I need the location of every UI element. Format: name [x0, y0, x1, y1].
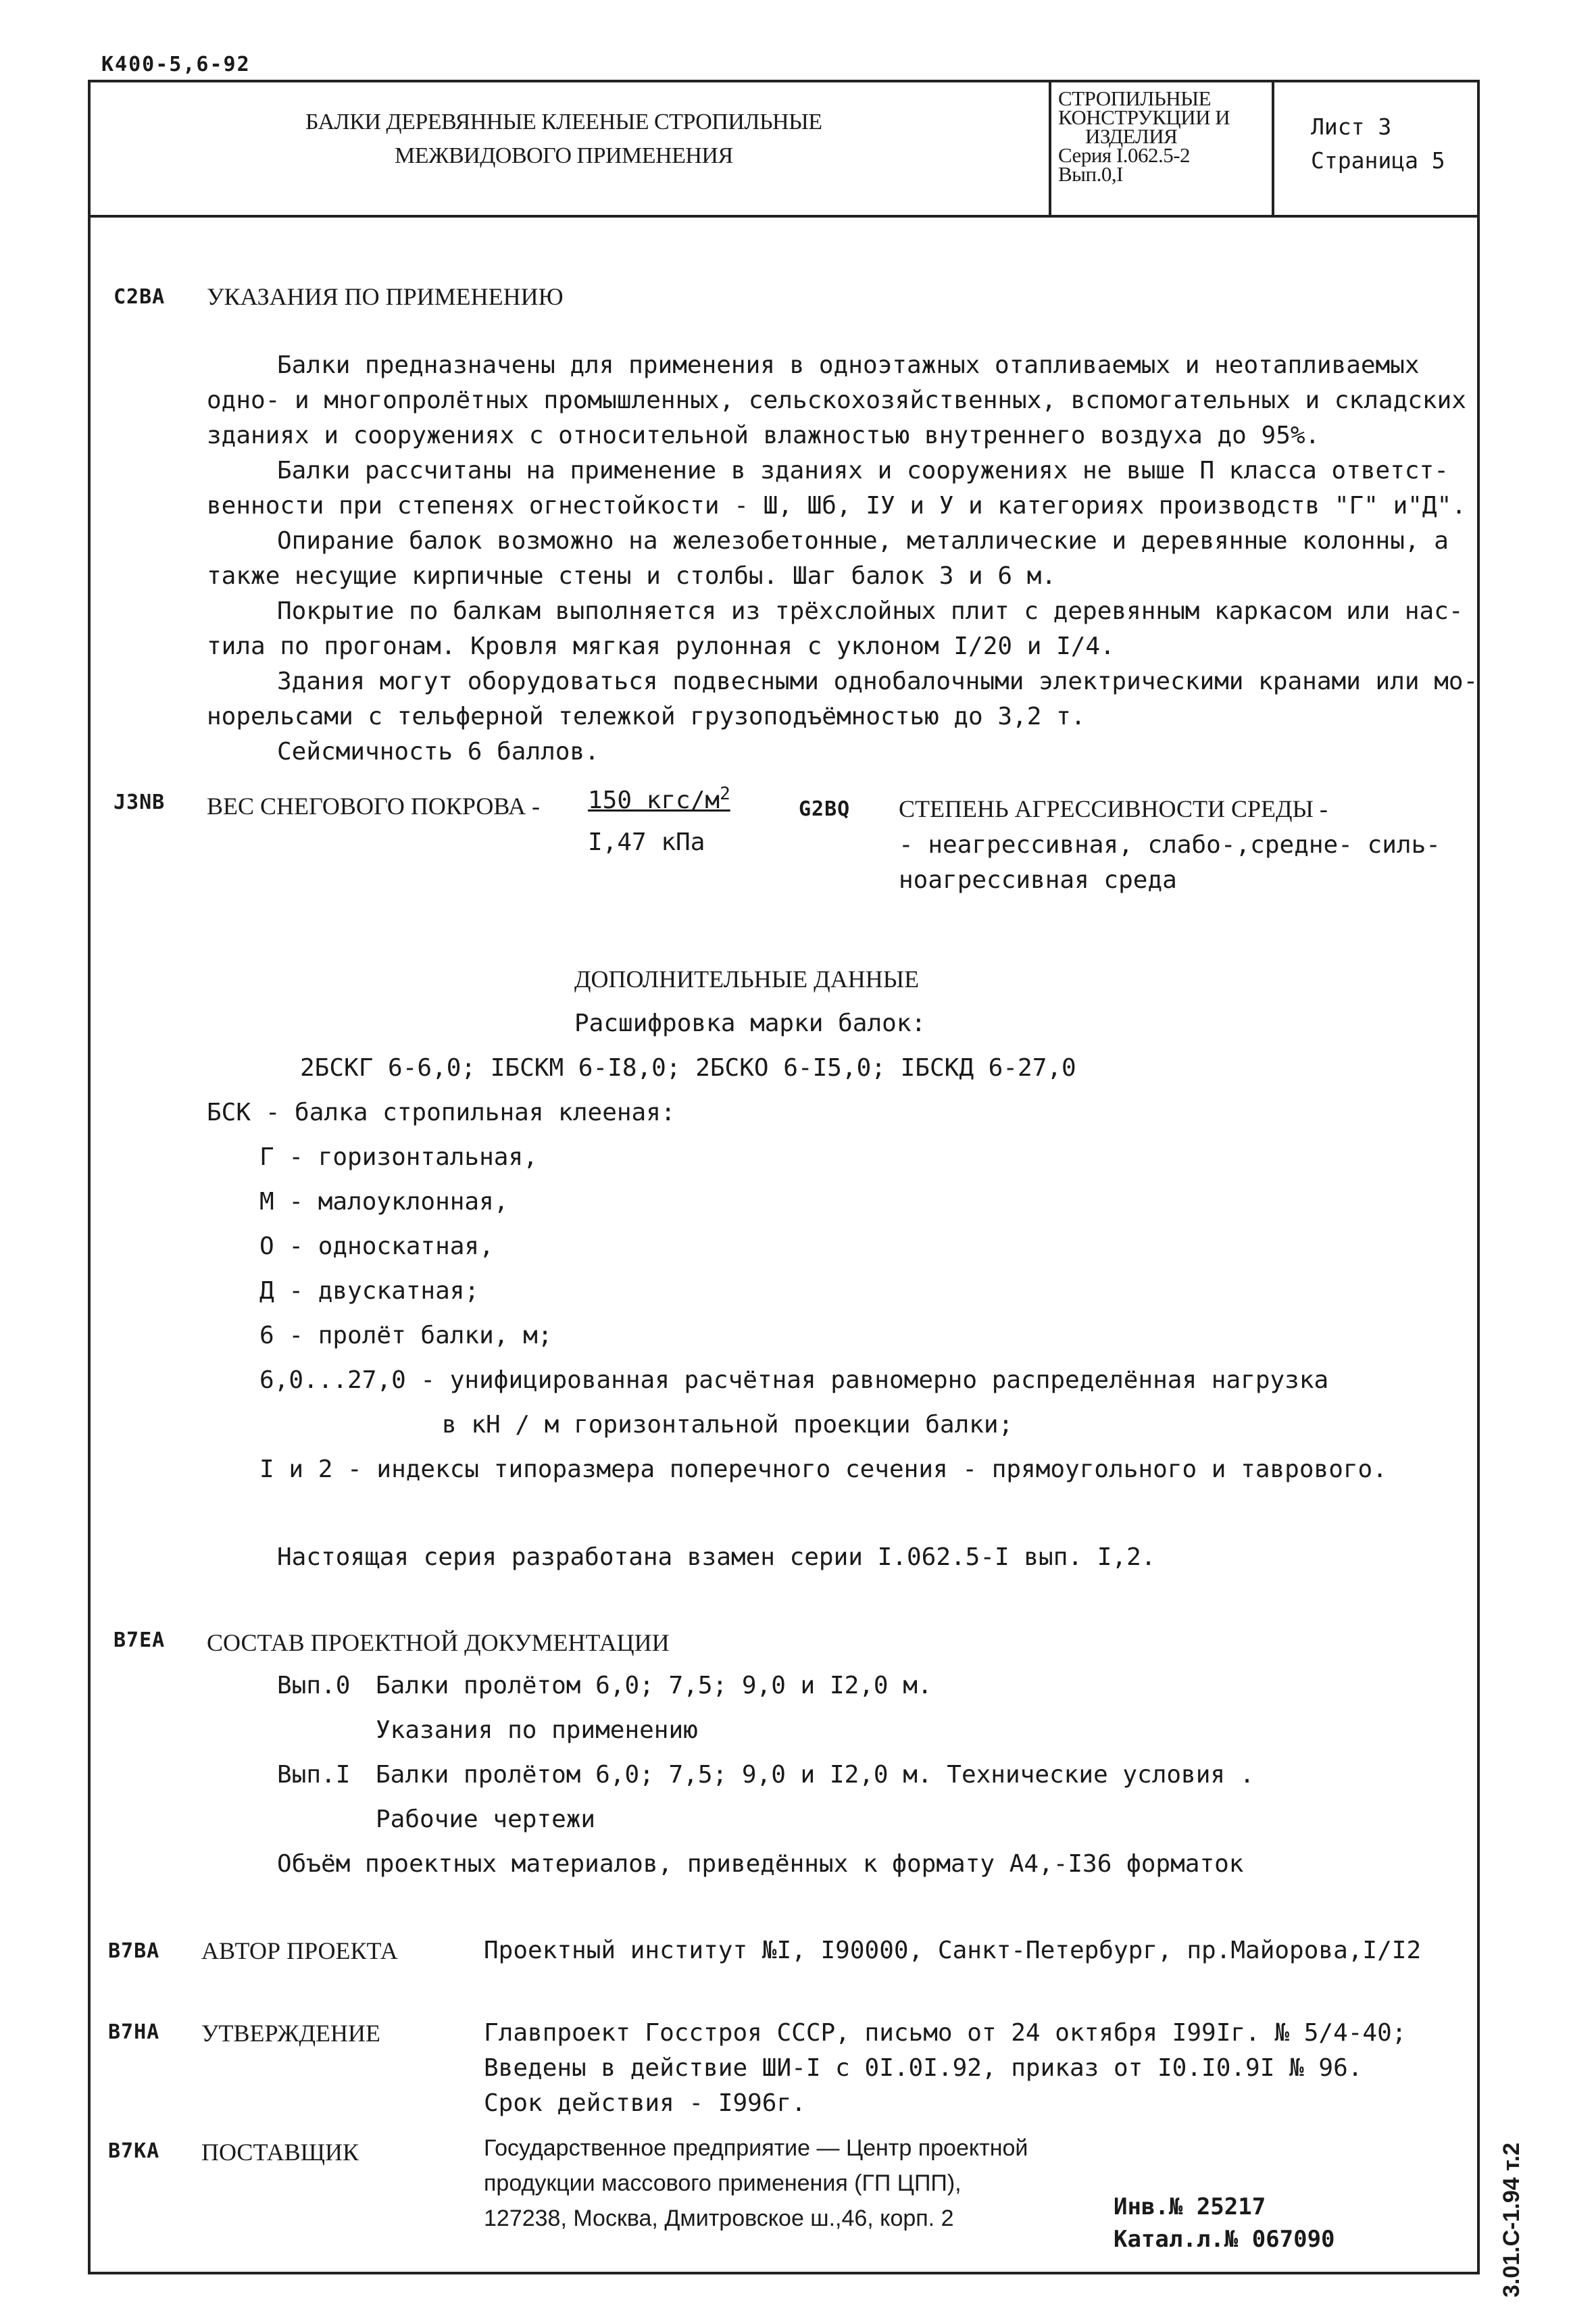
usage-line: также несущие кирпичные стены и столбы. Шаг балок 3 и 6 м.: [207, 562, 1057, 590]
vyp0-line: Указания по применению: [376, 1716, 698, 1744]
series-line: Вып.0,I: [1058, 162, 1123, 186]
snow-value-kpa: I,47 кПа: [588, 828, 705, 856]
usage-line: Балки предназначены для применения в одноэтажных отапливаемых и неотапливаемых: [277, 351, 1420, 379]
series-line: Серия I.062.5-2: [1058, 143, 1191, 167]
section-code: С2ВА: [114, 285, 166, 309]
beam-marks: 2БСКГ 6-6,0; IБСКМ 6-I8,0; 2БСКО 6-I5,0; IБСКД 6-27,0: [300, 1054, 1076, 1082]
document-code: К400-5,6-92: [101, 53, 251, 76]
usage-line: Здания могут оборудоваться подвесными однобалочными электрическими кранами или мо-: [277, 668, 1478, 695]
approval-line: Главпроект Госстроя СССР, письмо от 24 октября I99Iг. № 5/4-40;: [484, 2019, 1407, 2047]
legend-line: Г - горизонтальная,: [259, 1143, 538, 1171]
extra-subtitle: Расшифровка марки балок:: [574, 1010, 926, 1037]
volume-line: Объём проектных материалов, приведённых к формату А4,-I36 форматок: [277, 1850, 1244, 1878]
page-number: Страница 5: [1311, 147, 1445, 174]
side-code: 3.01.С-1.94 т.2: [1499, 2142, 1524, 2297]
legend-line: 6 - пролёт балки, м;: [259, 1322, 553, 1349]
extra-title: ДОПОЛНИТЕЛЬНЫЕ ДАННЫЕ: [574, 966, 920, 993]
supplier-line: 127238, Москва, Дмитровское ш.,46, корп. 2: [484, 2206, 954, 2231]
approval-label: УТВЕРЖДЕНИЕ: [201, 2020, 381, 2047]
usage-line: Опирание балок возможно на железобетонные, металлические и деревянные колонны, а: [277, 527, 1449, 555]
approval-line: Срок действия - I996г.: [484, 2089, 806, 2117]
supplier-line: продукции массового применения (ГП ЦПП),: [484, 2170, 962, 2196]
snow-value: 150 кгс/м: [588, 787, 720, 814]
legend-line: в кН / м горизонтальной проекции балки;: [442, 1411, 1014, 1439]
usage-line: Сейсмичность 6 баллов.: [277, 738, 599, 766]
series-line: СТРОПИЛЬНЫЕ: [1058, 86, 1212, 110]
legend-line: БСК - балка стропильная клееная:: [207, 1099, 676, 1126]
approval-line: Введены в действие ШИ-I с 0I.0I.92, приказ от I0.I0.9I № 96.: [484, 2054, 1363, 2082]
snow-value-sup: 2: [720, 784, 730, 804]
legend-line: I и 2 - индексы типоразмера поперечного сечения - прямоугольного и таврового.: [259, 1455, 1387, 1483]
header-title-line1: БАЛКИ ДЕРЕВЯННЫЕ КЛЕЕНЫЕ СТРОПИЛЬНЫЕ: [305, 109, 822, 134]
vyp1-line: Рабочие чертежи: [376, 1806, 596, 1833]
aggr-label: СТЕПЕНЬ АГРЕССИВНОСТИ СРЕДЫ -: [899, 795, 1328, 822]
series-line: ИЗДЕЛИЯ: [1085, 124, 1178, 148]
legend-line: М - малоуклонная,: [259, 1188, 509, 1216]
section-code: В7КА: [108, 2139, 160, 2163]
header-divider-2: [1272, 82, 1274, 216]
supplier-line: Государственное предприятие — Центр проектной: [484, 2135, 1028, 2161]
usage-line: Балки рассчитаны на применение в зданиях и сооружениях не выше П класса ответст-: [277, 457, 1449, 484]
usage-title: УКАЗАНИЯ ПО ПРИМЕНЕНИЮ: [207, 283, 564, 310]
header-title-line2: МЕЖВИДОВОГО ПРИМЕНЕНИЯ: [395, 143, 733, 168]
aggr-line: - неагрессивная, слабо-,средне- силь-: [899, 831, 1441, 859]
header-divider-1: [1049, 82, 1051, 216]
section-code: В7НА: [108, 2020, 160, 2044]
series-block: [1058, 86, 1230, 186]
author-text: Проектный институт №I, I90000, Санкт-Петербург, пр.Майорова,I/I2: [484, 1937, 1422, 1964]
header-bottom-line: [88, 215, 1477, 218]
aggr-line: ноагрессивная среда: [899, 866, 1177, 894]
vyp0-line: Балки пролётом 6,0; 7,5; 9,0 и I2,0 м.: [376, 1672, 932, 1699]
series-line: КОНСТРУКЦИИ И: [1058, 105, 1230, 129]
section-code: В7ВА: [108, 1939, 160, 1963]
usage-line: норельсами с тельферной тележкой грузоподъёмностью до 3,2 т.: [207, 703, 1086, 730]
sheet-number: Лист 3: [1311, 114, 1392, 140]
usage-line: тила по прогонам. Кровля мягкая рулонная с уклоном I/20 и I/4.: [207, 632, 1115, 660]
usage-line: зданиях и сооружениях с относительной влажностью внутреннего воздуха до 95%.: [207, 422, 1320, 449]
replacement-note: Настоящая серия разработана взамен серии I.062.5-I вып. I,2.: [277, 1543, 1156, 1571]
snow-value-kgs: [588, 784, 730, 814]
catalog-number: Катал.л.№ 067090: [1114, 2226, 1335, 2253]
usage-line: одно- и многопролётных промышленных, сельскохозяйственных, вспомогательных и складских: [207, 387, 1466, 414]
supplier-label: ПОСТАВЩИК: [201, 2139, 359, 2166]
legend-line: О - односкатная,: [259, 1233, 494, 1260]
usage-line: Покрытие по балкам выполняется из трёхслойных плит с деревянным каркасом или нас-: [277, 597, 1464, 625]
vyp1-line: Балки пролётом 6,0; 7,5; 9,0 и I2,0 м. Технические условия .: [376, 1761, 1255, 1789]
snow-label: ВЕС СНЕГОВОГО ПОКРОВА -: [207, 793, 541, 820]
vyp1-label: Вып.I: [277, 1761, 351, 1789]
section-code: G2BQ: [799, 797, 851, 821]
composition-title: СОСТАВ ПРОЕКТНОЙ ДОКУМЕНТАЦИИ: [207, 1629, 670, 1656]
legend-line: 6,0...27,0 - унифицированная расчётная равномерно распределённая нагрузка: [259, 1366, 1329, 1394]
section-code: В7ЕА: [114, 1628, 166, 1652]
section-code: J3NB: [114, 791, 166, 814]
vyp0-label: Вып.0: [277, 1672, 351, 1699]
legend-line: Д - двускатная;: [259, 1277, 480, 1305]
inventory-number: Инв.№ 25217: [1114, 2193, 1266, 2220]
usage-line: венности при степенях огнестойкости - Ш, Шб, IУ и У и категориях производств "Г" и"Д".: [207, 492, 1466, 520]
author-label: АВТОР ПРОЕКТА: [201, 1937, 398, 1964]
